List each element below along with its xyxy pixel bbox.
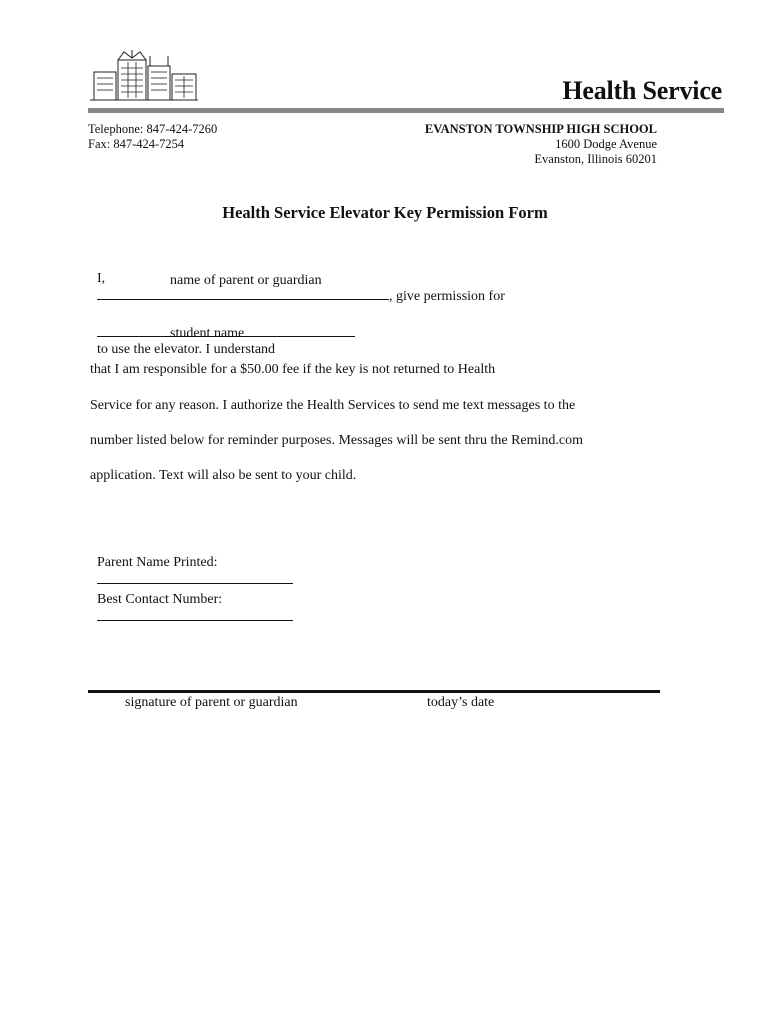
line1-prefix: I, [97, 271, 106, 286]
city-state-zip: Evanston, Illinois 60201 [534, 152, 657, 166]
paragraph-line-3: number listed below for reminder purposes. Messages will be sent thru the Remind.com [90, 433, 584, 448]
parent-name-printed-label: Parent Name Printed: [97, 555, 218, 570]
fax: Fax: 847-424-7254 [88, 137, 185, 151]
signature-caption: signature of parent or guardian [125, 695, 298, 710]
contact-number-row [90, 576, 293, 626]
paragraph-line-2: Service for any reason. I authorize the Health Services to send me text messages to the [90, 398, 576, 413]
school-building-icon [88, 48, 200, 104]
student-name-caption: student name [170, 326, 245, 341]
line1-suffix: , give permission for [389, 289, 505, 304]
street-address: 1600 Dodge Avenue [555, 137, 657, 151]
school-name: EVANSTON TOWNSHIP HIGH SCHOOL [424, 122, 657, 136]
line2-suffix: to use the elevator. I understand [97, 342, 276, 357]
contact-number-field[interactable] [97, 608, 293, 621]
contact-number-label: Best Contact Number: [97, 592, 223, 607]
signature-line[interactable] [88, 690, 660, 693]
paragraph-line-1: that I am responsible for a $50.00 fee if the key is not returned to Health [90, 362, 496, 377]
form-title: Health Service Elevator Key Permission Form [222, 203, 548, 222]
parent-name-caption: name of parent or guardian [170, 273, 322, 288]
telephone: Telephone: 847-424-7260 [88, 122, 218, 136]
contact-info [88, 122, 217, 152]
page-title: Health Service [562, 76, 722, 105]
date-caption: today’s date [427, 695, 495, 710]
school-address [425, 122, 657, 167]
paragraph-line-4: application. Text will also be sent to your child. [90, 468, 357, 483]
header-divider [88, 108, 724, 113]
